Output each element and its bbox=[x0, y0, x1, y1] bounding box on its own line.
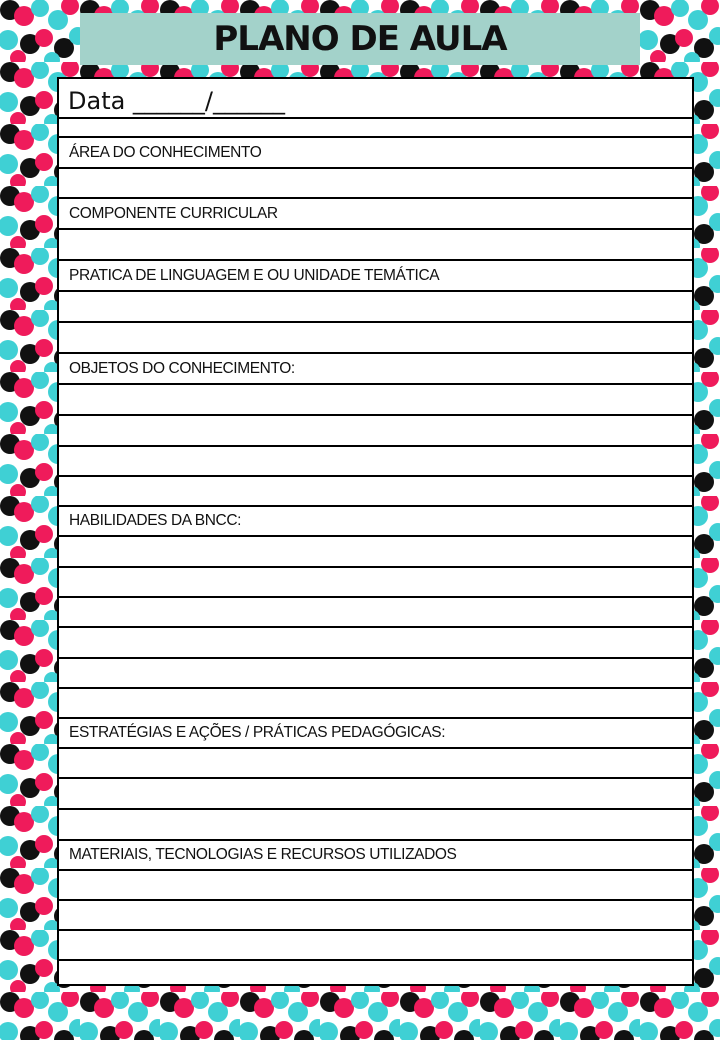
form-line bbox=[59, 717, 692, 719]
form-line bbox=[59, 352, 692, 354]
form-line bbox=[59, 777, 692, 779]
section-label-habilidades-bncc: HABILIDADES DA BNCC: bbox=[69, 512, 242, 529]
form-line bbox=[59, 414, 692, 416]
form-line bbox=[59, 687, 692, 689]
section-label-pratica-linguagem: PRATICA DE LINGUAGEM E OU UNIDADE TEMÁTICA bbox=[69, 267, 440, 284]
form-line bbox=[59, 259, 692, 261]
form-line bbox=[59, 657, 692, 659]
form-line bbox=[59, 566, 692, 568]
form-line bbox=[59, 747, 692, 749]
form-line bbox=[59, 535, 692, 537]
form-line bbox=[59, 808, 692, 810]
form-line bbox=[59, 839, 692, 841]
section-label-componente-curricular: COMPONENTE CURRICULAR bbox=[69, 205, 278, 222]
form-line bbox=[59, 197, 692, 199]
form-line bbox=[59, 228, 692, 230]
section-label-area-conhecimento: ÁREA DO CONHECIMENTO bbox=[69, 144, 262, 161]
form-line bbox=[59, 136, 692, 138]
form-line bbox=[59, 626, 692, 628]
form-line bbox=[59, 290, 692, 292]
form-line bbox=[59, 167, 692, 169]
form-line bbox=[59, 445, 692, 447]
section-label-estrategias-acoes: ESTRATÉGIAS E AÇÕES / PRÁTICAS PEDAGÓGICAS: bbox=[69, 724, 446, 741]
form-line bbox=[59, 117, 692, 119]
form-line bbox=[59, 869, 692, 871]
page-title: PLANO DE AULA bbox=[80, 13, 640, 65]
section-label-materiais-recursos: MATERIAIS, TECNOLOGIAS E RECURSOS UTILIZADOS bbox=[69, 846, 457, 863]
form-line bbox=[59, 899, 692, 901]
form-line bbox=[59, 383, 692, 385]
lesson-plan-form bbox=[57, 77, 694, 986]
form-line bbox=[59, 505, 692, 507]
section-label-objetos-conhecimento: OBJETOS DO CONHECIMENTO: bbox=[69, 360, 295, 377]
form-line bbox=[59, 959, 692, 961]
form-line bbox=[59, 929, 692, 931]
form-line bbox=[59, 596, 692, 598]
form-line bbox=[59, 321, 692, 323]
form-line bbox=[59, 475, 692, 477]
date-field-label: Data ______/______ bbox=[68, 87, 286, 115]
